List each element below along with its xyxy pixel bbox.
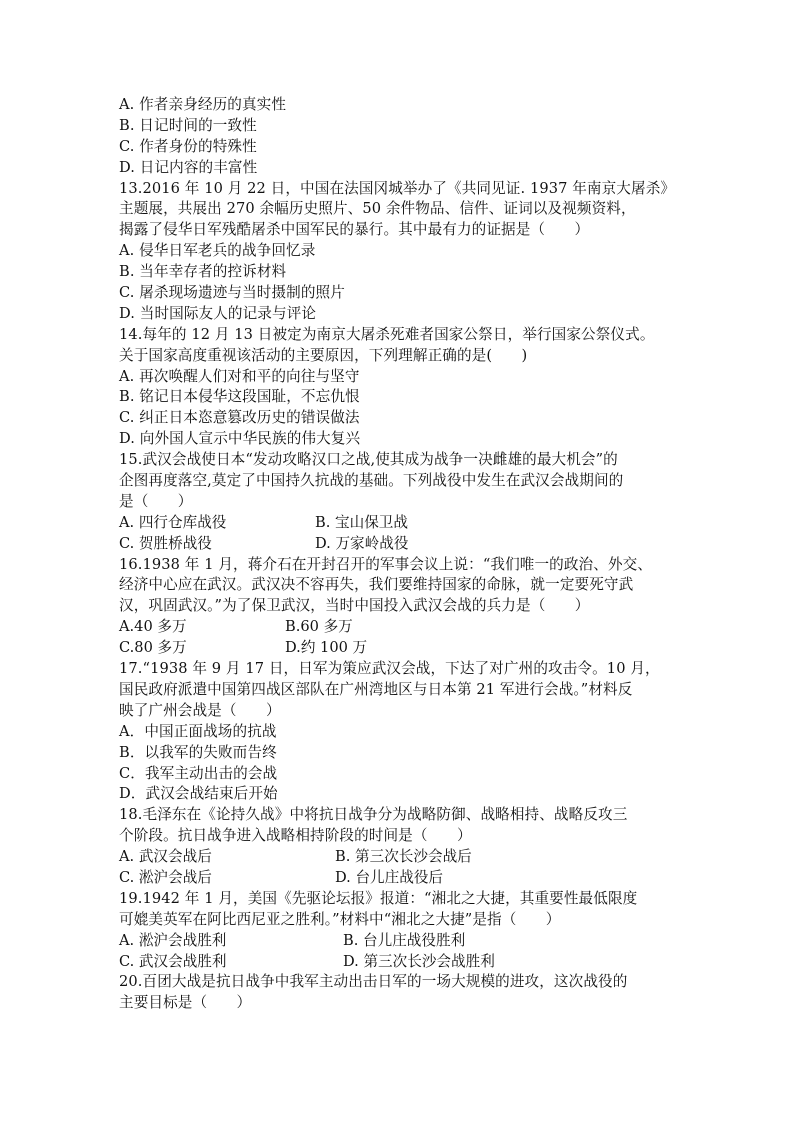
option-row: [119, 513, 679, 534]
question-stem-line: 汉，巩固武汉。”为了保卫武汉，当时中国投入武汉会战的兵力是（ ）: [119, 597, 590, 615]
option-b: B. 宝山保卫战: [315, 513, 408, 531]
option-c: C. 作者身份的特殊性: [119, 137, 257, 155]
option-row: [119, 534, 679, 555]
option-a: A.40 多万: [119, 618, 187, 636]
option-a: A. 侵华日军老兵的战争回忆录: [119, 242, 316, 260]
option-row: [119, 638, 679, 659]
option-d: D. 万家岭战役: [315, 534, 409, 552]
question-20: [119, 972, 679, 1014]
option-d: D．武汉会战结束后开始: [119, 785, 278, 803]
question-stem-line: 主要目标是（ ）: [119, 994, 252, 1012]
option-b: B. 台儿庄战役胜利: [343, 931, 466, 949]
question-stem-line: 可媲美英军在阿比西尼亚之胜利。”材料中“湘北之大捷”是指（ ）: [119, 910, 561, 928]
option-c: C.80 多万: [119, 639, 187, 657]
option-b: B. 第三次长沙会战后: [335, 848, 472, 866]
question-stem-line: 20.百团大战是抗日战争中我军主动出击日军的一场大规模的进攻，这次战役的: [119, 973, 628, 991]
option-b: B. 铭记日本侵华这段国耻，不忘仇恨: [119, 388, 360, 406]
option-a: A. 武汉会战后: [119, 848, 212, 866]
question-stem-line: 15.武汉会战使日本“发动攻略汉口之战,使其成为战争一决雌雄的最大机会”的: [119, 451, 618, 469]
option-row: [119, 847, 679, 868]
option-a: A. 作者亲身经历的真实性: [119, 96, 287, 113]
option-b: B．以我军的失败而告终: [119, 743, 277, 761]
question-19: [119, 889, 679, 973]
question-stem-line: 经济中心应在武汉。武汉决不容再失，我们要维持国家的命脉，就一定要死守武: [119, 576, 634, 594]
question-stem-line: 16.1938 年 1 月，蒋介石在开封召开的军事会议上说：“我们唯一的政治、外交、: [119, 555, 653, 573]
question-13: [119, 179, 679, 325]
option-row: [119, 952, 679, 973]
question-14: [119, 325, 679, 450]
option-row: [119, 931, 679, 952]
option-a: A. 四行仓库战役: [119, 513, 227, 531]
question-stem-line: 映了广州会战是（ ）: [119, 701, 281, 719]
option-row: [119, 868, 679, 889]
question-12-options: [119, 95, 679, 179]
question-stem-line: 关于国家高度重视该活动的主要原因，下列理解正确的是( ): [119, 346, 528, 364]
option-a: A．中国正面战场的抗战: [119, 722, 277, 740]
question-16: [119, 555, 679, 659]
option-row: [119, 617, 679, 638]
question-stem-line: 国民政府派遣中国第四战区部队在广州湾地区与日本第 21 军进行会战。”材料反: [119, 680, 633, 698]
question-stem-line: 是（ ）: [119, 492, 193, 510]
question-stem-line: 揭露了侵华日军残酷屠杀中国军民的暴行。其中最有力的证据是（ ）: [119, 221, 590, 239]
option-b: B. 日记时间的一致性: [119, 116, 257, 134]
option-c: C．我军主动出击的会战: [119, 764, 278, 782]
option-c: C. 屠杀现场遗迹与当时摄制的照片: [119, 284, 345, 302]
option-b: B.60 多万: [285, 618, 353, 636]
option-d: D. 台儿庄战役后: [335, 868, 444, 886]
option-d: D. 日记内容的丰富性: [119, 158, 258, 176]
option-d: D. 第三次长沙会战胜利: [343, 952, 495, 970]
question-18: [119, 805, 679, 889]
option-d: D. 当时国际友人的记录与评论: [119, 304, 317, 322]
option-b: B. 当年幸存者的控诉材料: [119, 263, 287, 281]
question-stem-line: 17.“1938 年 9 月 17 日，日军为策应武汉会战，下达了对广州的攻击令。10 月，: [119, 660, 660, 678]
exam-page: [119, 95, 679, 1014]
option-c: C. 纠正日本恣意篡改历史的错误做法: [119, 409, 360, 427]
option-c: C. 淞沪会战后: [119, 868, 212, 886]
question-stem-line: 个阶段。抗日战争进入战略相持阶段的时间是（ ）: [119, 827, 472, 845]
question-stem-line: 19.1942 年 1 月，美国《先驱论坛报》报道：“湘北之大捷，其重要性最低限度: [119, 889, 638, 907]
question-stem-line: 18.毛泽东在《论持久战》中将抗日战争分为战略防御、战略相持、战略反攻三: [119, 806, 628, 824]
question-stem-line: 企图再度落空,莫定了中国持久抗战的基础。下列战役中发生在武汉会战期间的: [119, 472, 624, 490]
option-d: D.约 100 万: [285, 639, 368, 657]
question-15: [119, 450, 679, 554]
option-d: D. 向外国人宣示中华民族的伟大复兴: [119, 430, 361, 448]
option-a: A. 淞沪会战胜利: [119, 931, 227, 949]
question-17: [119, 659, 679, 805]
question-stem-line: 主题展，共展出 270 余幅历史照片、50 余件物品、信件、证词以及视频资料，: [119, 200, 636, 218]
option-c: C. 武汉会战胜利: [119, 952, 227, 970]
question-stem-line: 14.每年的 12 月 13 日被定为南京大屠杀死难者国家公祭日，举行国家公祭仪式。: [119, 325, 655, 343]
option-a: A. 再次唤醒人们对和平的向往与坚守: [119, 367, 360, 385]
question-stem-line: 13.2016 年 10 月 22 日，中国在法国冈城举办了《共同见证. 1937 年南京大屠杀》: [119, 179, 676, 197]
option-c: C. 贺胜桥战役: [119, 534, 212, 552]
